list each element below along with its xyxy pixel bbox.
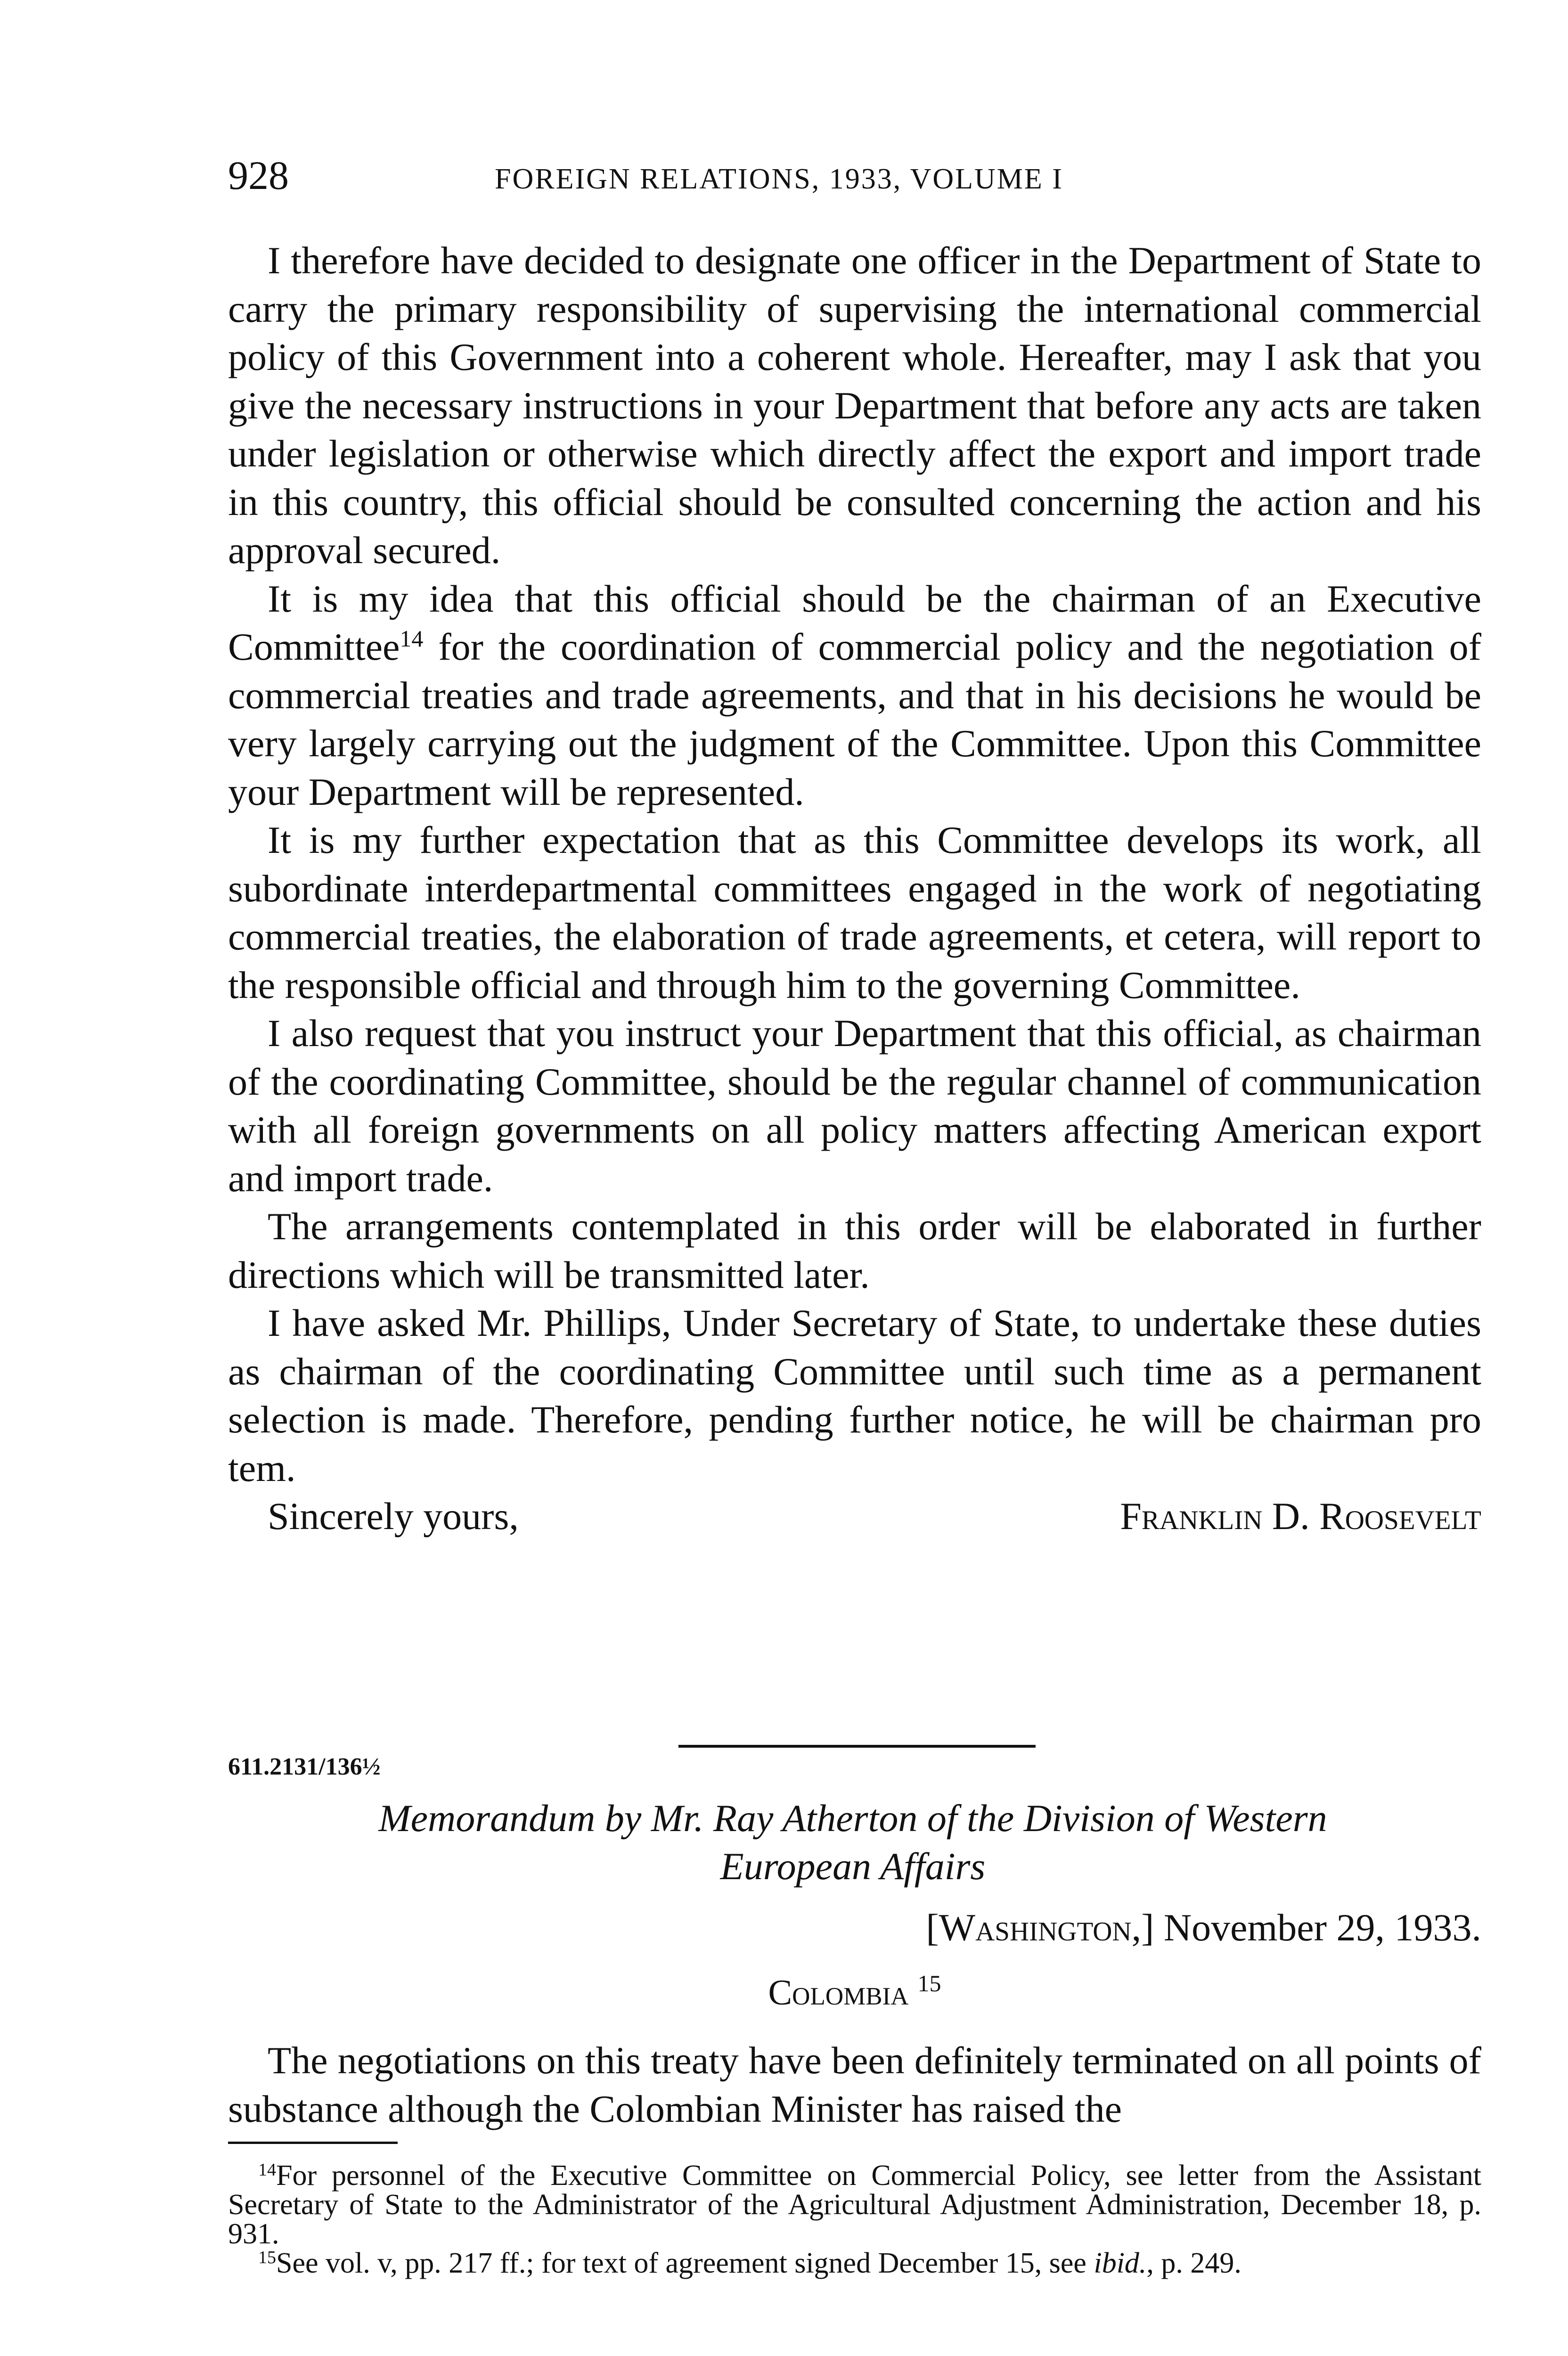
letter-body: [228, 237, 1481, 1541]
dateline-place: [Washington,]: [926, 1906, 1154, 1949]
signature: Franklin D. Roosevelt: [1120, 1495, 1481, 1538]
letter-paragraph-3: It is my further expectation that as this Committee develops its work, all subordinate interdepartmental committees engaged in the work of negotiating commercial treaties, the elaboration of trade agreements, et cetera, will report to the responsible official and through him to the governing Committee.: [228, 818, 1481, 1006]
letter-paragraph-1: I therefore have decided to designate one officer in the Department of State to carry the primary responsibility of supervising the international commercial policy of this Government into a coherent whole. Hereafter, may I ask that you give the necessary instructions in your Department that before any acts are taken under legislation or otherwise which directly affect the export and import trade in this country, this official should be consulted concerning the action and his approval secured.: [228, 239, 1481, 572]
footnote-14: [228, 2161, 1481, 2249]
footnote-15-ibid: ibid.: [1094, 2247, 1147, 2279]
letter-paragraph-6: I have asked Mr. Phillips, Under Secretary of State, to undertake these duties as chairman of the coordinating Committee until such time as a permanent selection is made. Therefore, pending further notice, he will be chairman pro tem.: [228, 1301, 1481, 1489]
letter-paragraph-2-end: for the coordination of commercial policy and the negotiation of commercial treaties and trade agreements, and that in his decisions he would be very largely carrying out the judgment of the Committee. Upon this Committee your Department will be represented.: [228, 625, 1481, 813]
document-title-line-1: Memorandum by Mr. Ray Atherton of the Division of Western: [378, 1797, 1327, 1840]
letter-closing: [228, 1492, 1481, 1541]
memo-body: [228, 2037, 1481, 2133]
footnote-14-text: For personnel of the Executive Committee on Commercial Policy, see letter from the Assistant Secretary of State to the Administrator of the Agricultural Adjustment Administration, December 18, p. 931.: [228, 2160, 1481, 2250]
document-title: [264, 1794, 1442, 1890]
letter-paragraph-2: [228, 575, 1481, 817]
letter-paragraph-4: I also request that you instruct your Department that this official, as chairman of the coordinating Committee, should be the regular channel of communication with all foreign governments on all policy matters affecting American export and import trade.: [228, 1012, 1481, 1200]
document-title-line-2: European Affairs: [720, 1845, 986, 1888]
footnote-15-mark: 15: [258, 2248, 276, 2267]
file-number: 611.2131/136½: [228, 1753, 381, 1780]
dateline-date: November 29, 1933.: [1154, 1906, 1481, 1949]
footnote-14-mark: 14: [258, 2160, 276, 2180]
letter-paragraph-5: The arrangements contemplated in this order will be elaborated in further directions which will be transmitted later.: [228, 1205, 1481, 1296]
footnote-15-text: See vol. v, pp. 217 ff.; for text of agreement signed December 15, see: [276, 2247, 1094, 2279]
footnotes: [228, 2161, 1481, 2278]
footnote-15: [228, 2249, 1481, 2278]
page-header: [0, 152, 1568, 199]
footnote-ref-15[interactable]: 15: [917, 1970, 941, 1996]
footnote-rule: [228, 2142, 398, 2144]
page-number: 928: [228, 153, 289, 198]
footnote-ref-14[interactable]: 14: [400, 625, 424, 652]
letter-paragraph-2-start: It is my idea that this official should be the chairman of an Executive Committee: [228, 577, 1481, 668]
footnote-15-end: , p. 249.: [1146, 2247, 1241, 2279]
memo-paragraph-1: The negotiations on this treaty have been definitely terminated on all points of substance although the Colombian Minister has raised the: [228, 2039, 1481, 2130]
complimentary-close: Sincerely yours,: [268, 1495, 519, 1538]
subject-heading: [228, 1969, 1481, 2017]
running-head: FOREIGN RELATIONS, 1933, VOLUME I: [495, 163, 1063, 195]
section-divider: [678, 1745, 1036, 1748]
subject-text: Colombia: [768, 1973, 909, 2012]
dateline: [228, 1904, 1481, 1952]
